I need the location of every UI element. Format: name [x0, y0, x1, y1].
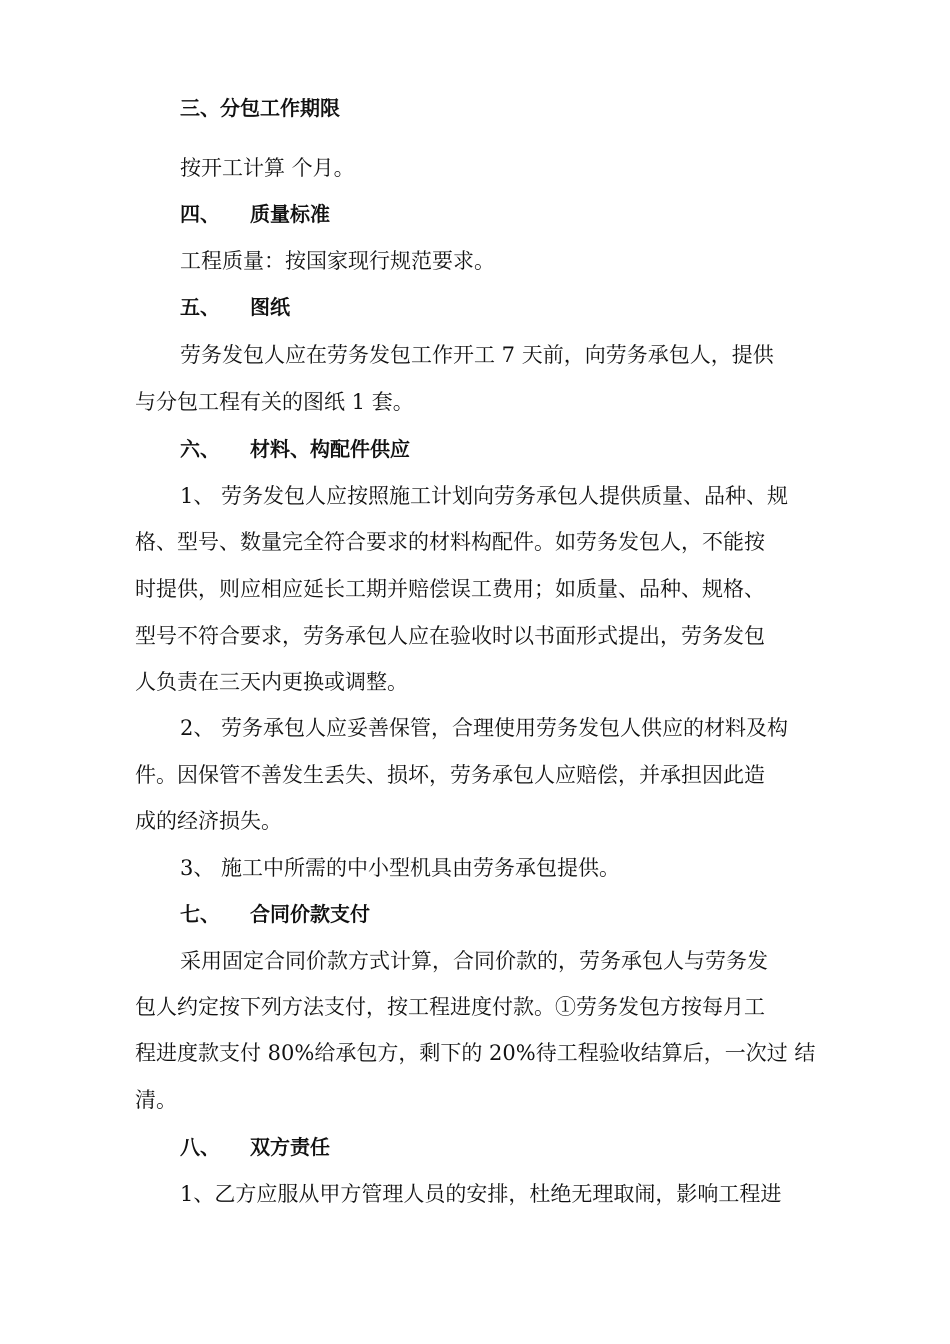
section-6-item-2-line: 2、 劳务承包人应妥善保管，合理使用劳务发包人供应的材料及构	[180, 716, 789, 740]
section-5-heading	[180, 292, 290, 322]
section-5-line: 劳务发包人应在劳务发包工作开工 7 天前，向劳务承包人，提供	[180, 343, 774, 367]
section-6-item-3: 3、 施工中所需的中小型机具由劳务承包提供。	[180, 856, 621, 880]
section-6-item-2-line: 件。因保管不善发生丢失、损坏，劳务承包人应赔偿，并承担因此造	[135, 763, 765, 787]
section-5-number: 五、	[180, 295, 220, 319]
section-8-number: 八、	[180, 1135, 220, 1159]
section-5-title: 图纸	[250, 295, 290, 319]
section-6-item-1-line: 格、型号、数量完全符合要求的材料构配件。如劳务发包人，不能按	[135, 530, 765, 554]
section-7-heading	[180, 899, 370, 929]
section-6-item-1-line: 人负责在三天内更换或调整。	[135, 670, 408, 694]
section-7-line: 包人约定按下列方法支付，按工程进度付款。①劳务发包方按每月工	[135, 995, 765, 1019]
section-4-number: 四、	[180, 202, 220, 226]
section-4-heading	[180, 199, 330, 229]
section-7-line: 清。	[135, 1088, 177, 1112]
section-8-title: 双方责任	[250, 1135, 330, 1159]
section-3-text: 按开工计算 个月。	[180, 156, 355, 180]
section-6-item-1-line: 时提供，则应相应延长工期并赔偿误工费用；如质量、品种、规格、	[135, 577, 765, 601]
section-6-heading	[180, 434, 410, 464]
section-7-title: 合同价款支付	[250, 902, 370, 926]
section-6-item-2-line: 成的经济损失。	[135, 809, 282, 833]
section-4-text: 工程质量：按国家现行规范要求。	[180, 249, 495, 273]
section-7-line: 采用固定合同价款方式计算，合同价款的，劳务承包人与劳务发	[180, 949, 768, 973]
section-6-title: 材料、构配件供应	[250, 437, 410, 461]
section-4-title: 质量标准	[250, 202, 330, 226]
section-6-item-1-line: 1、 劳务发包人应按照施工计划向劳务承包人提供质量、品种、规	[180, 484, 789, 508]
section-8-line: 1、乙方应服从甲方管理人员的安排，杜绝无理取闹，影响工程进	[180, 1182, 782, 1206]
section-8-heading	[180, 1132, 330, 1162]
section-7-number: 七、	[180, 902, 220, 926]
section-7-line: 程进度款支付 80%给承包方，剩下的 20%待工程验收结算后，一次过 结	[135, 1041, 816, 1065]
section-6-number: 六、	[180, 437, 220, 461]
section-5-line: 与分包工程有关的图纸 1 套。	[135, 390, 414, 414]
section-6-item-1-line: 型号不符合要求，劳务承包人应在验收时以书面形式提出，劳务发包	[135, 624, 765, 648]
section-3-heading: 三、分包工作期限	[180, 96, 340, 120]
